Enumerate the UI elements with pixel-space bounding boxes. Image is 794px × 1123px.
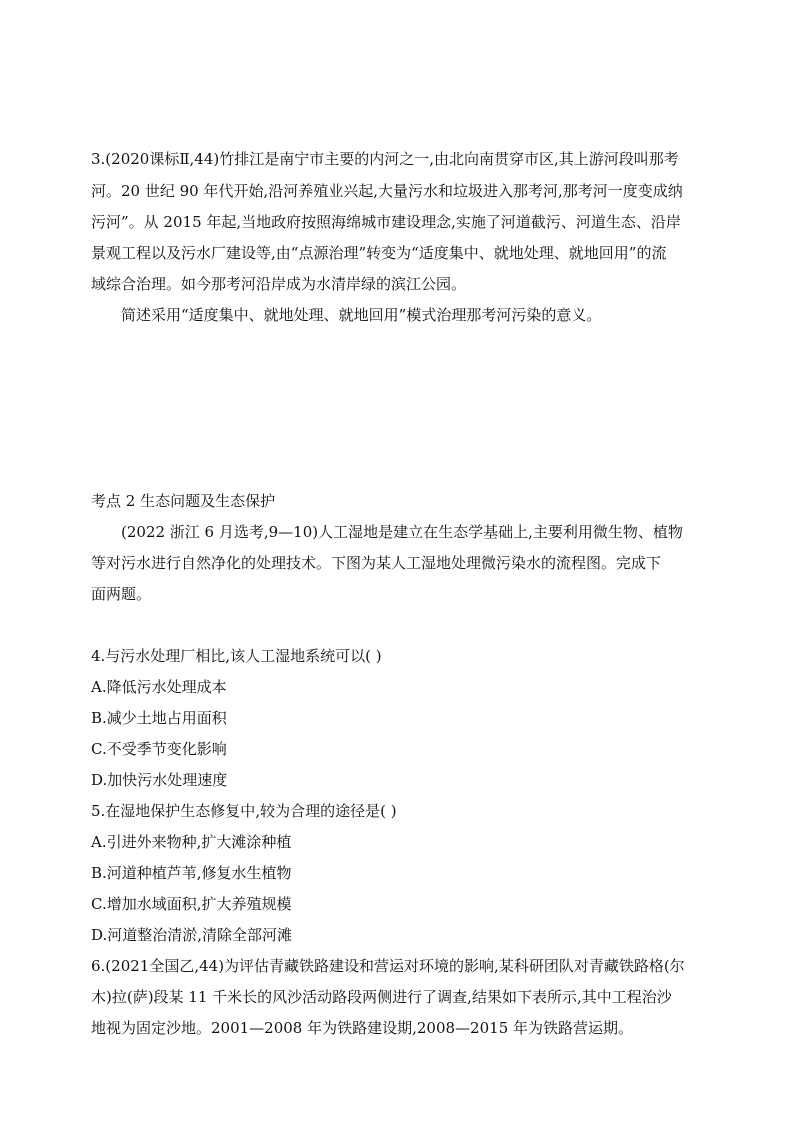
q5-option-d: D.河道整治清淤,清除全部河滩	[91, 926, 293, 944]
section-intro-line-2: 等对污水进行自然净化的处理技术。下图为某人工湿地处理微污染水的流程图。完成下	[91, 554, 662, 572]
q3-line-5: 域综合治理。如今那考河沿岸成为水清岸绿的滨江公园。	[91, 275, 467, 293]
q5-option-b: B.河道种植芦苇,修复水生植物	[91, 864, 292, 882]
section-intro-line-3: 面两题。	[91, 585, 152, 603]
q3-line-4: 景观工程以及污水厂建设等,由“点源治理”转变为“适度集中、就地处理、就地回用”的流	[91, 244, 667, 262]
q3-prompt: 简述采用“适度集中、就地处理、就地回用”模式治理那考河污染的意义。	[121, 306, 602, 324]
q6-line-2: 木)拉(萨)段某 11 千米长的风沙活动路段两侧进行了调查,结果如下表所示,其中工程治沙	[91, 988, 672, 1006]
q6-line-3: 地视为固定沙地。2001—2008 年为铁路建设期,2008—2015 年为铁路营运期。	[91, 1019, 634, 1037]
section-intro-line-1: (2022 浙江 6 月选考,9—10)人工湿地是建立在生态学基础上,主要利用微生物、植物	[121, 523, 683, 541]
q4-option-b: B.减少土地占用面积	[91, 709, 227, 727]
q4-option-c: C.不受季节变化影响	[91, 740, 227, 758]
q5-option-c: C.增加水域面积,扩大养殖规模	[91, 895, 292, 913]
q5-stem: 5.在湿地保护生态修复中,较为合理的途径是( )	[91, 802, 397, 820]
section-heading: 考点 2 生态问题及生态保护	[91, 492, 276, 510]
q4-option-a: A.降低污水处理成本	[91, 678, 227, 696]
q3-line-2: 河。20 世纪 90 年代开始,沿河养殖业兴起,大量污水和垃圾进入那考河,那考河一度变成纳	[91, 182, 683, 200]
q4-option-d: D.加快污水处理速度	[91, 771, 228, 789]
q3-line-1: 3.(2020课标Ⅱ,44)竹排江是南宁市主要的内河之一,由北向南贯穿市区,其上游河段叫那考	[91, 150, 679, 168]
q6-line-1: 6.(2021全国乙,44)为评估青藏铁路建设和营运对环境的影响,某科研团队对青藏铁路格(尔	[91, 957, 685, 975]
q4-stem: 4.与污水处理厂相比,该人工湿地系统可以( )	[91, 647, 382, 665]
q5-option-a: A.引进外来物种,扩大滩涂种植	[91, 833, 292, 851]
q3-line-3: 污河”。从 2015 年起,当地政府按照海绵城市建设理念,实施了河道截污、河道生态、沿岸	[91, 213, 681, 231]
